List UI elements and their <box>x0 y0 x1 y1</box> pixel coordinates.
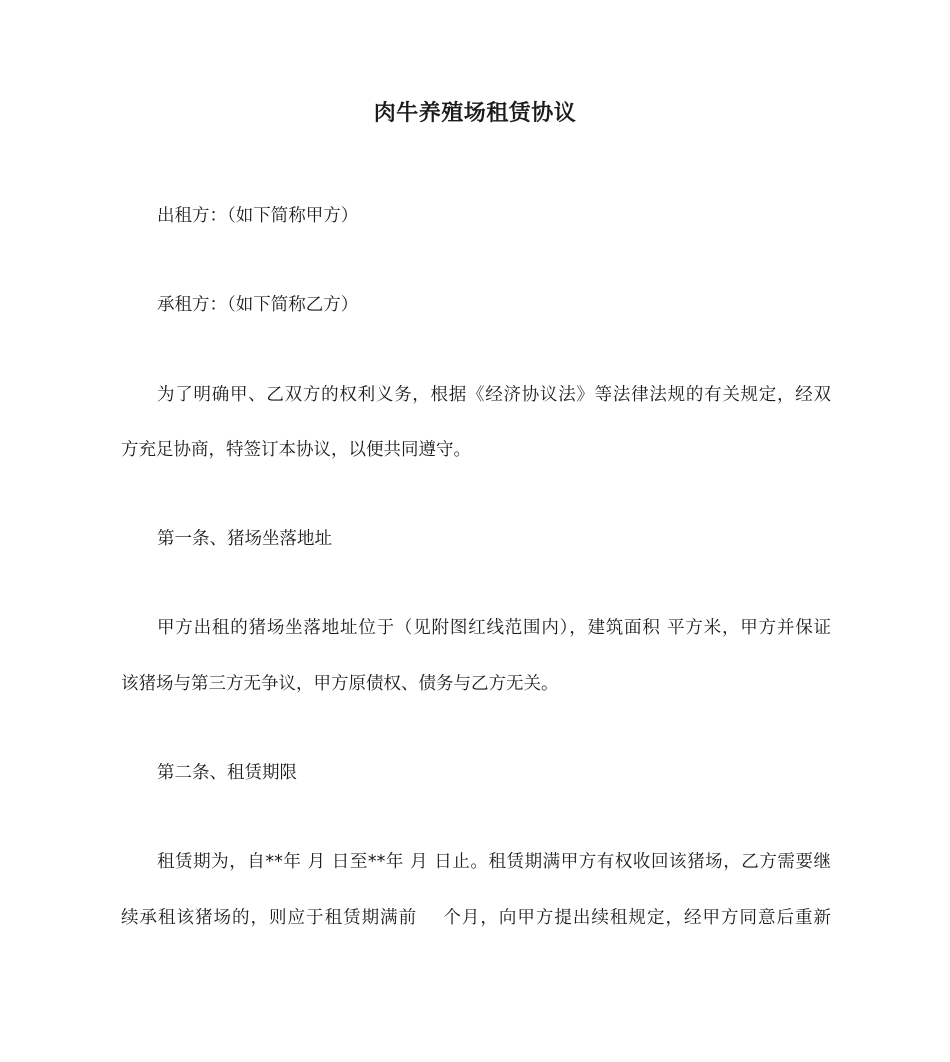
lessee-line: 承租方：（如下简称乙方） <box>157 295 359 315</box>
preamble-line-2: 方充足协商，特签订本协议，以便共同遵守。 <box>121 440 471 460</box>
article2-body-line-2: 续承租该猪场的，则应于租赁期满前 个月，向甲方提出续租规定，经甲方同意后重新 <box>121 908 831 928</box>
article2-heading: 第二条、租赁期限 <box>157 763 297 783</box>
article2-body-line-1: 租赁期为，自**年 月 日至**年 月 日止。租赁期满甲方有权收回该猪场，乙方需要继 <box>157 852 831 872</box>
article1-body-line-1: 甲方出租的猪场坐落地址位于（见附图红线范围内），建筑面积 平方米，甲方并保证 <box>157 618 831 638</box>
preamble-line-1: 为了明确甲、乙双方的权利义务，根据《经济协议法》等法律法规的有关规定，经双 <box>157 385 831 405</box>
article1-body-line-2: 该猪场与第三方无争议，甲方原债权、债务与乙方无关。 <box>121 674 559 694</box>
document-title: 肉牛养殖场租赁协议 <box>373 101 577 126</box>
article1-heading: 第一条、猪场坐落地址 <box>157 529 332 549</box>
lessor-line: 出租方：（如下简称甲方） <box>157 206 359 226</box>
